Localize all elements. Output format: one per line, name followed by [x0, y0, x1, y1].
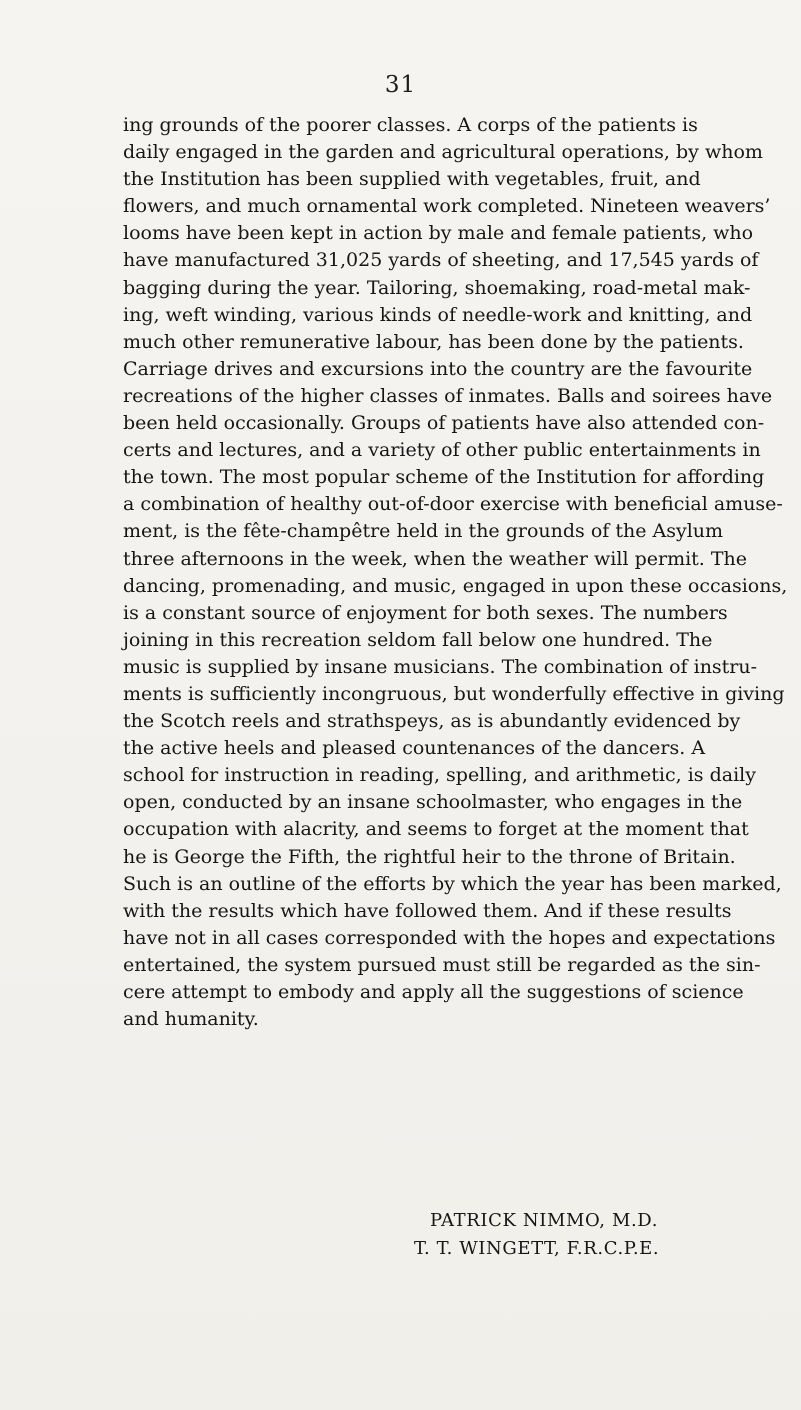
text-line: with the results which have followed them. And if these results: [123, 899, 732, 922]
signatory-name: PATRICK NIMMO, M.D.: [430, 1210, 659, 1231]
text-line: flowers, and much ornamental work completed. Nineteen weavers’: [123, 195, 771, 218]
text-line: have manufactured 31,025 yards of sheeting, and 17,545 yards of: [123, 249, 759, 272]
text-line: a combination of healthy out-of-door exercise with beneficial amuse-: [123, 493, 783, 516]
text-line: much other remunerative labour, has been done by the patients.: [123, 330, 744, 353]
text-line: the town. The most popular scheme of the Institution for affording: [123, 466, 765, 489]
text-line: looms have been kept in action by male and female patients, who: [123, 222, 754, 245]
text-line: ing, weft winding, various kinds of needle-work and knitting, and: [123, 303, 753, 326]
text-line: and humanity.: [123, 1008, 259, 1031]
text-line: dancing, promenading, and music, engaged in upon these occasions,: [123, 574, 788, 597]
text-line: Carriage drives and excursions into the country are the favourite: [123, 357, 753, 380]
text-line: is a constant source of enjoyment for both sexes. The numbers: [123, 601, 728, 624]
text-line: ments is sufficiently incongruous, but wonderfully effective in giving: [123, 682, 785, 705]
text-line: music is supplied by insane musicians. The combination of instru-: [123, 655, 758, 678]
text-line: ment, is the fête-champêtre held in the grounds of the Asylum: [123, 520, 724, 543]
text-line: open, conducted by an insane schoolmaster, who engages in the: [123, 791, 743, 814]
text-line: cere attempt to embody and apply all the suggestions of science: [123, 981, 744, 1003]
text-line: three afternoons in the week, when the weather will permit. The: [123, 547, 748, 570]
text-line: occupation with alacrity, and seems to forget at the moment that: [123, 818, 749, 841]
text-line: joining in this recreation seldom fall below one hundred. The: [123, 628, 713, 651]
text-line: recreations of the higher classes of inmates. Balls and soirees have: [123, 384, 773, 407]
signatory-name: T. T. WINGETT, F.R.C.P.E.: [414, 1238, 660, 1259]
text-line: daily engaged in the garden and agricultural operations, by whom: [123, 141, 763, 164]
text-line: Such is an outline of the efforts by which the year has been marked,: [123, 872, 782, 895]
text-line: been held occasionally. Groups of patients have also attended con-: [123, 412, 765, 435]
text-line: the Institution has been supplied with vegetables, fruit, and: [123, 168, 701, 191]
text-line: have not in all cases corresponded with the hopes and expectations: [123, 926, 776, 949]
text-line: bagging during the year. Tailoring, shoemaking, road-metal mak-: [123, 276, 751, 299]
page-number: 31: [384, 72, 417, 98]
text-line: the active heels and pleased countenances of the dancers. A: [123, 737, 706, 760]
text-line: ing grounds of the poorer classes. A corps of the patients is: [123, 114, 698, 136]
body-paragraph: [123, 112, 788, 1033]
text-line: certs and lectures, and a variety of other public entertainments in: [123, 439, 761, 462]
text-line: entertained, the system pursued must still be regarded as the sin-: [123, 953, 761, 976]
text-line: he is George the Fifth, the rightful heir to the throne of Britain.: [123, 845, 736, 868]
text-line: the Scotch reels and strathspeys, as is abundantly evidenced by: [123, 710, 741, 733]
text-line: school for instruction in reading, spelling, and arithmetic, is daily: [123, 764, 756, 787]
